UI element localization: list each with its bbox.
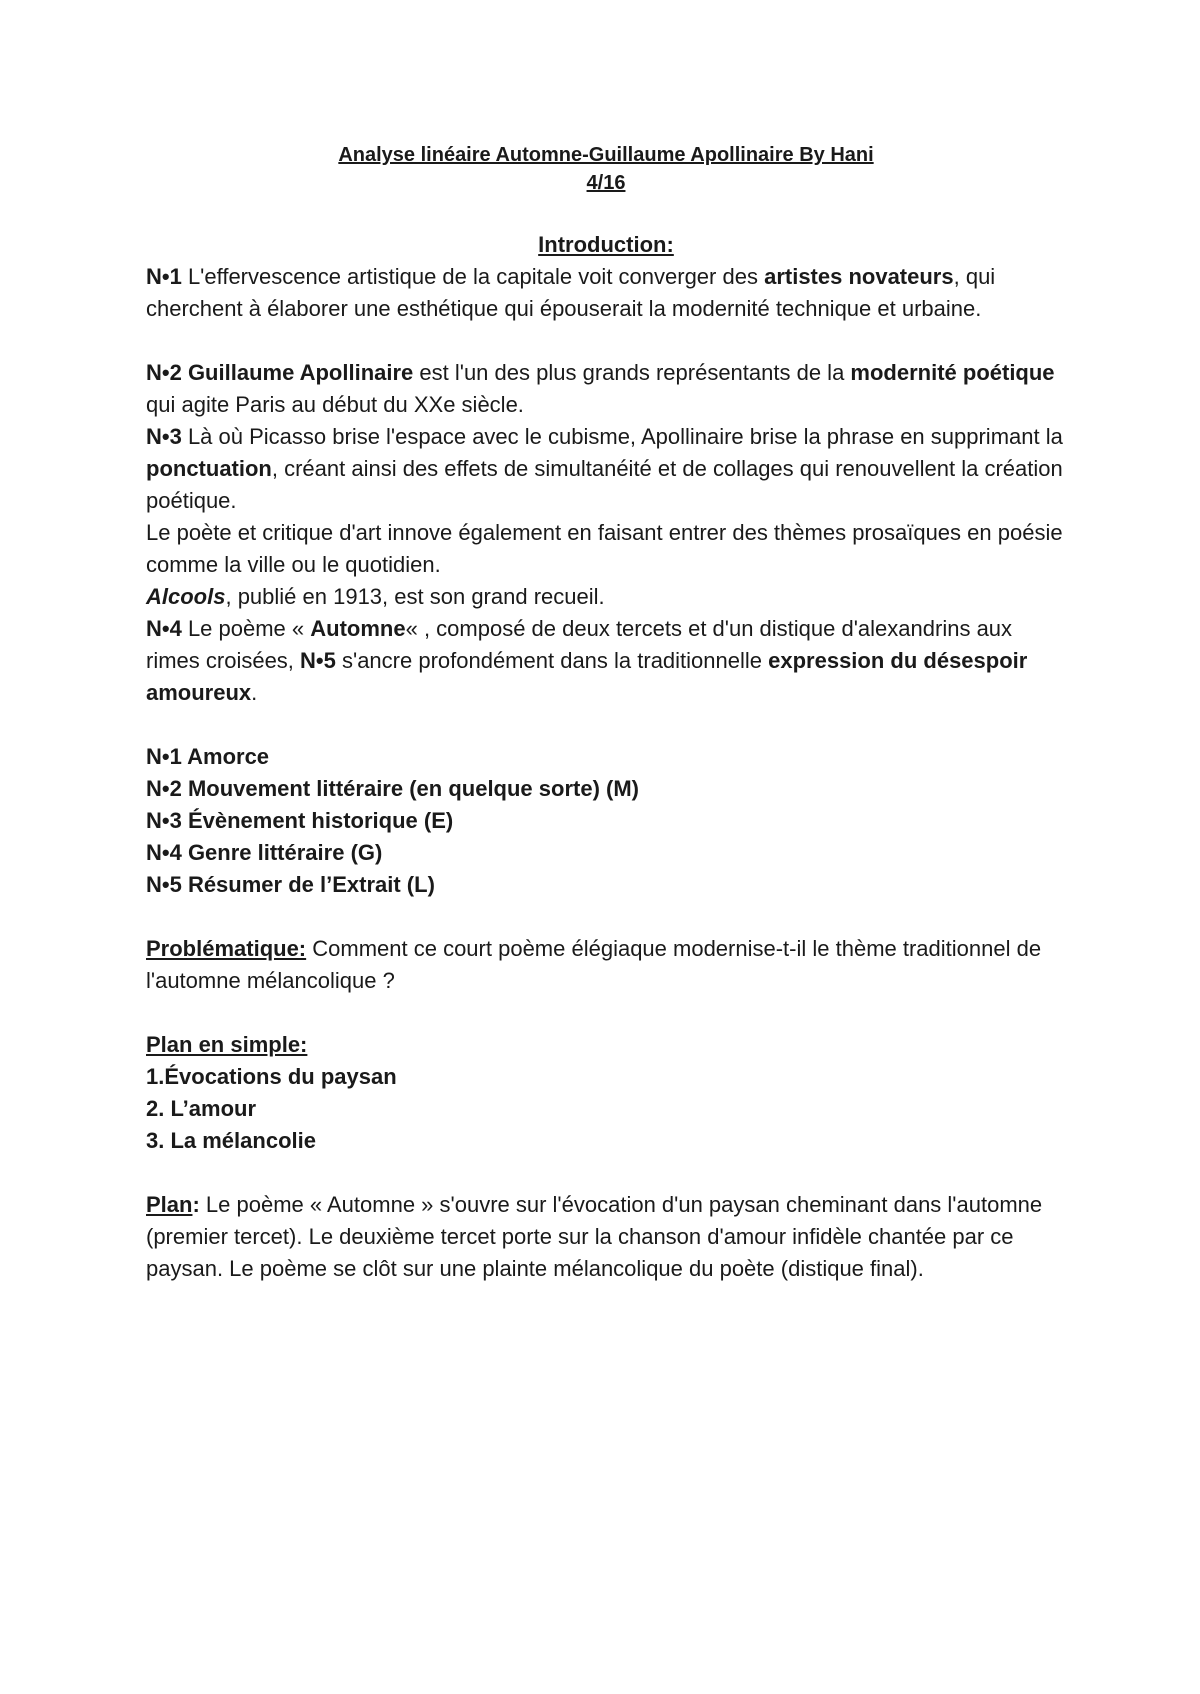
problematique-label: Problématique: [146,936,307,961]
marker-n2: N•2 [146,360,182,385]
plan-simple-item: 2. L’amour [146,1096,257,1121]
marker-n4: N•4 [146,616,182,641]
plan-simple-item: 1.Évocations du paysan [146,1064,397,1089]
intro-paragraph-1: N•1 L'effervescence artistique de la capitale voit converger des artistes novateurs, qui cherchent à élaborer une esthétique qui épouserait la modernité technique et urbaine. [146,264,996,321]
plan-simple-heading: Plan en simple: [146,1032,308,1057]
intro-heading: Introduction: [538,232,674,257]
spacer [146,709,1066,741]
spacer [146,997,1066,1029]
intro-paragraph-6: N•4 Le poème « Automne« , composé de deux tercets et d'un distique d'alexandrins aux rimes croisées, N•5 s'ancre profondément dans la traditionnelle expression du désespoir amoureux. [146,616,1028,705]
spacer [146,325,1066,357]
spacer [146,197,1066,229]
intro-paragraph-4: Le poète et critique d'art innove également en faisant entrer des thèmes prosaïques en poésie comme la ville ou le quotidien. [146,520,1063,577]
spacer [146,1157,1066,1189]
legend-item: N•3 Évènement historique (E) [146,808,454,833]
document-title: Analyse linéaire Automne-Guillaume Apollinaire By Hani [338,144,874,166]
legend-item: N•1 Amorce [146,744,270,769]
spacer [146,901,1066,933]
legend-item: N•4 Genre littéraire (G) [146,840,383,865]
marker-n3: N•3 [146,424,182,449]
document-body [146,141,1066,1285]
intro-paragraph-5: Alcools, publié en 1913, est son grand recueil. [146,584,605,609]
intro-paragraph-3: N•3 Là où Picasso brise l'espace avec le cubisme, Apollinaire brise la phrase en supprimant la ponctuation, créant ainsi des effets de simultanéité et de collages qui renouvellent la création poétique. [146,424,1063,513]
plan-label: Plan [146,1192,193,1217]
plan-paragraph: Plan: Le poème « Automne » s'ouvre sur l'évocation d'un paysan cheminant dans l'automne (premier tercet). Le deuxième tercet porte sur la chanson d'amour infidèle chantée par ce paysan. Le poème se clôt sur une plainte mélancolique du poète (distique final). [146,1192,1043,1281]
plan-simple-item: 3. La mélancolie [146,1128,316,1153]
book-title: Alcools [146,584,226,609]
intro-paragraph-2: N•2 Guillaume Apollinaire est l'un des plus grands représentants de la modernité poétique qui agite Paris au début du XXe siècle. [146,360,1055,417]
legend-item: N•5 Résumer de l’Extrait (L) [146,872,435,897]
legend-item: N•2 Mouvement littéraire (en quelque sorte) (M) [146,776,639,801]
document-page-number: 4/16 [586,172,626,194]
problematique-paragraph: Problématique: Comment ce court poème élégiaque modernise-t-il le thème traditionnel de l'automne mélancolique ? [146,936,1042,993]
marker-n1: N•1 [146,264,182,289]
marker-n5: N•5 [300,648,336,673]
